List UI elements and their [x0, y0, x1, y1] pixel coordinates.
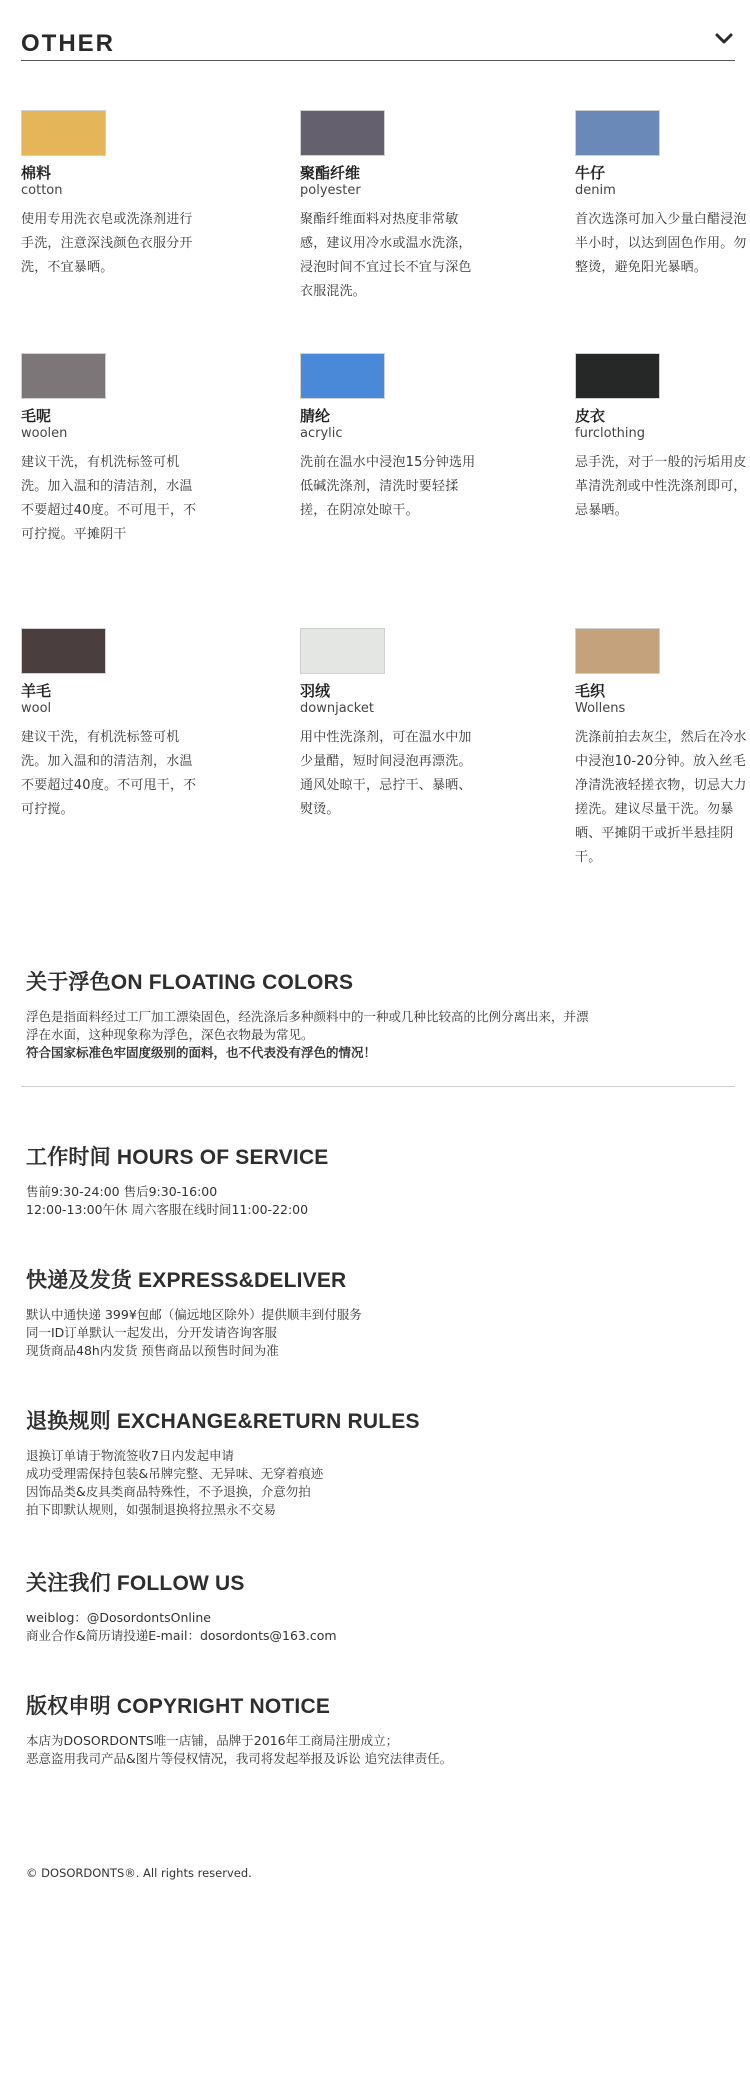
fabric-name-cn: 毛织 [575, 682, 606, 700]
fabric-name-cn: 聚酯纤维 [300, 164, 361, 182]
fabric-name-en: furclothing [575, 426, 646, 441]
body-line: 拍下即默认规则，如强制退换将拉黑永不交易 [26, 1502, 277, 1517]
floating-colors-title: 关于浮色ON FLOATING COLORS [26, 971, 354, 994]
fabric-name-en: Wollens [575, 701, 626, 716]
fabric-care-text: 用中性洗涤剂，可在温水中加少量醋，短时间浸泡再漂洗。通风处晾干，忌拧干、暴晒、熨烫。 [300, 730, 472, 817]
section-title: OTHER [21, 30, 115, 57]
body-line: 现货商品48h内发货 预售商品以预售时间为准 [26, 1343, 279, 1358]
hours-section [26, 1141, 726, 1219]
fabric-card-denim [575, 110, 750, 280]
fabric-care-text: 建议干洗，有机洗标签可机洗。加入温和的清洁剂，水温不要超过40度。不可甩干，不可拧搅。平摊阴干 [21, 455, 197, 542]
body-line: 成功受理需保持包装&吊牌完整、无异味、无穿着痕迹 [26, 1466, 324, 1481]
body-line: 因饰品类&皮具类商品特殊性，不予退换，介意勿拍 [26, 1484, 311, 1499]
floating-colors-notice: 符合国家标准色牢固度级别的面料，也不代表没有浮色的情况！ [26, 1045, 377, 1060]
fabric-name-cn: 棉料 [21, 164, 52, 182]
fabric-care-text: 聚酯纤维面料对热度非常敏感，建议用冷水或温水洗涤，浸泡时间不宜过长不宜与深色衣服混洗。 [300, 212, 472, 299]
chevron-down-icon[interactable] [715, 32, 733, 46]
fabric-name-en: wool [21, 701, 52, 716]
other-section-header[interactable] [21, 28, 735, 61]
body-line: 退换订单请于物流签收7日内发起申请 [26, 1448, 234, 1463]
fabric-swatch [21, 628, 106, 674]
body-line: 12:00-13:00午休 周六客服在线时间11:00-22:00 [26, 1202, 309, 1217]
copyright-section [26, 1690, 726, 1768]
email-link[interactable]: 商业合作&简历请投递E-mail：dosordonts@163.com [26, 1628, 337, 1643]
fabric-card-downjacket [300, 628, 480, 822]
fabric-name-cn: 腈纶 [300, 407, 331, 425]
follow-body [26, 1609, 726, 1645]
fabric-name-cn: 羊毛 [21, 682, 52, 700]
fabric-care-text: 首次选涤可加入少量白醋浸泡半小时，以达到固色作用。勿整烫，避免阳光暴晒。 [575, 212, 747, 275]
returns-body [26, 1447, 726, 1519]
express-body [26, 1306, 726, 1360]
floating-colors-section [26, 966, 726, 1062]
floating-colors-body [26, 1008, 726, 1062]
fabric-name-en: cotton [21, 183, 63, 198]
fabric-care-text: 洗前在温水中浸泡15分钟选用低碱洗涤剂，清洗时要轻揉搓，在阴凉处晾干。 [300, 455, 476, 518]
fabric-care-text: 忌手洗，对于一般的污垢用皮革清洗剂或中性洗涤剂即可，忌暴晒。 [575, 455, 747, 518]
fabric-name-en: woolen [21, 426, 68, 441]
weibo-link[interactable]: weiblog：@DosordontsOnline [26, 1610, 211, 1625]
fabric-name-cn: 毛呢 [21, 407, 52, 425]
fabric-card-woolen [21, 353, 201, 547]
returns-section [26, 1405, 726, 1519]
hours-title: 工作时间 HOURS OF SERVICE [26, 1146, 329, 1169]
fabric-swatch [575, 110, 660, 156]
body-line: 本店为DOSORDONTS唯一店铺，品牌于2016年工商局注册成立； [26, 1733, 399, 1748]
body-line: 浮色是指面料经过工厂加工漂染固色，经洗涤后多种颜料中的一种或几种比较高的比例分离出来，并漂 [26, 1009, 589, 1024]
fabric-swatch [300, 110, 385, 156]
section-divider [21, 1086, 735, 1087]
fabric-card-cotton [21, 110, 201, 280]
fabric-card-polyester [300, 110, 480, 304]
body-line: 默认中通快递 399¥包邮（偏远地区除外）提供顺丰到付服务 [26, 1307, 362, 1322]
fabric-swatch [300, 628, 385, 674]
body-line: 浮在水面，这种现象称为浮色，深色衣物最为常见。 [26, 1027, 314, 1042]
copyright-title: 版权申明 COPYRIGHT NOTICE [26, 1695, 331, 1718]
copyright-body [26, 1732, 726, 1768]
fabric-name-cn: 羽绒 [300, 682, 331, 700]
body-line: 同一ID订单默认一起发出，分开发请咨询客服 [26, 1325, 277, 1340]
fabric-swatch [575, 353, 660, 399]
fabric-card-furclothing [575, 353, 750, 523]
fabric-name-en: denim [575, 183, 616, 198]
fabric-swatch [21, 353, 106, 399]
fabric-name-en: acrylic [300, 426, 343, 441]
hours-body [26, 1183, 726, 1219]
fabric-care-text: 洗涤前拍去灰尘，然后在冷水中浸泡10-20分钟。放入丝毛净清洗液轻搓衣物，切忌大力搓洗。建议尽量干洗。勿暴晒、平摊阴干或折半悬挂阴干。 [575, 730, 747, 865]
follow-section [26, 1567, 726, 1645]
fabric-name-en: downjacket [300, 701, 374, 716]
fabric-name-en: polyester [300, 183, 361, 198]
returns-title: 退换规则 EXCHANGE&RETURN RULES [26, 1410, 420, 1433]
fabric-card-wollens [575, 628, 750, 870]
fabric-care-text: 建议干洗，有机洗标签可机洗。加入温和的清洁剂，水温不要超过40度。不可甩干，不可拧搅。 [21, 730, 197, 817]
fabric-swatch [575, 628, 660, 674]
express-title: 快递及发货 EXPRESS&DELIVER [26, 1269, 347, 1292]
fabric-care-text: 使用专用洗衣皂或洗涤剂进行手洗，注意深浅颜色衣服分开洗，不宜暴晒。 [21, 212, 193, 275]
footer-copyright: © DOSORDONTS®. All rights reserved. [26, 1866, 252, 1880]
fabric-name-cn: 牛仔 [575, 164, 606, 182]
fabric-swatch [300, 353, 385, 399]
fabric-name-cn: 皮衣 [575, 407, 606, 425]
body-line: 售前9:30-24:00 售后9:30-16:00 [26, 1184, 218, 1199]
express-section [26, 1264, 726, 1360]
follow-title: 关注我们 FOLLOW US [26, 1572, 245, 1595]
fabric-card-acrylic [300, 353, 480, 523]
fabric-swatch [21, 110, 106, 156]
fabric-card-wool [21, 628, 201, 822]
body-line: 恶意盗用我司产品&图片等侵权情况，我司将发起举报及诉讼 追究法律责任。 [26, 1751, 453, 1766]
